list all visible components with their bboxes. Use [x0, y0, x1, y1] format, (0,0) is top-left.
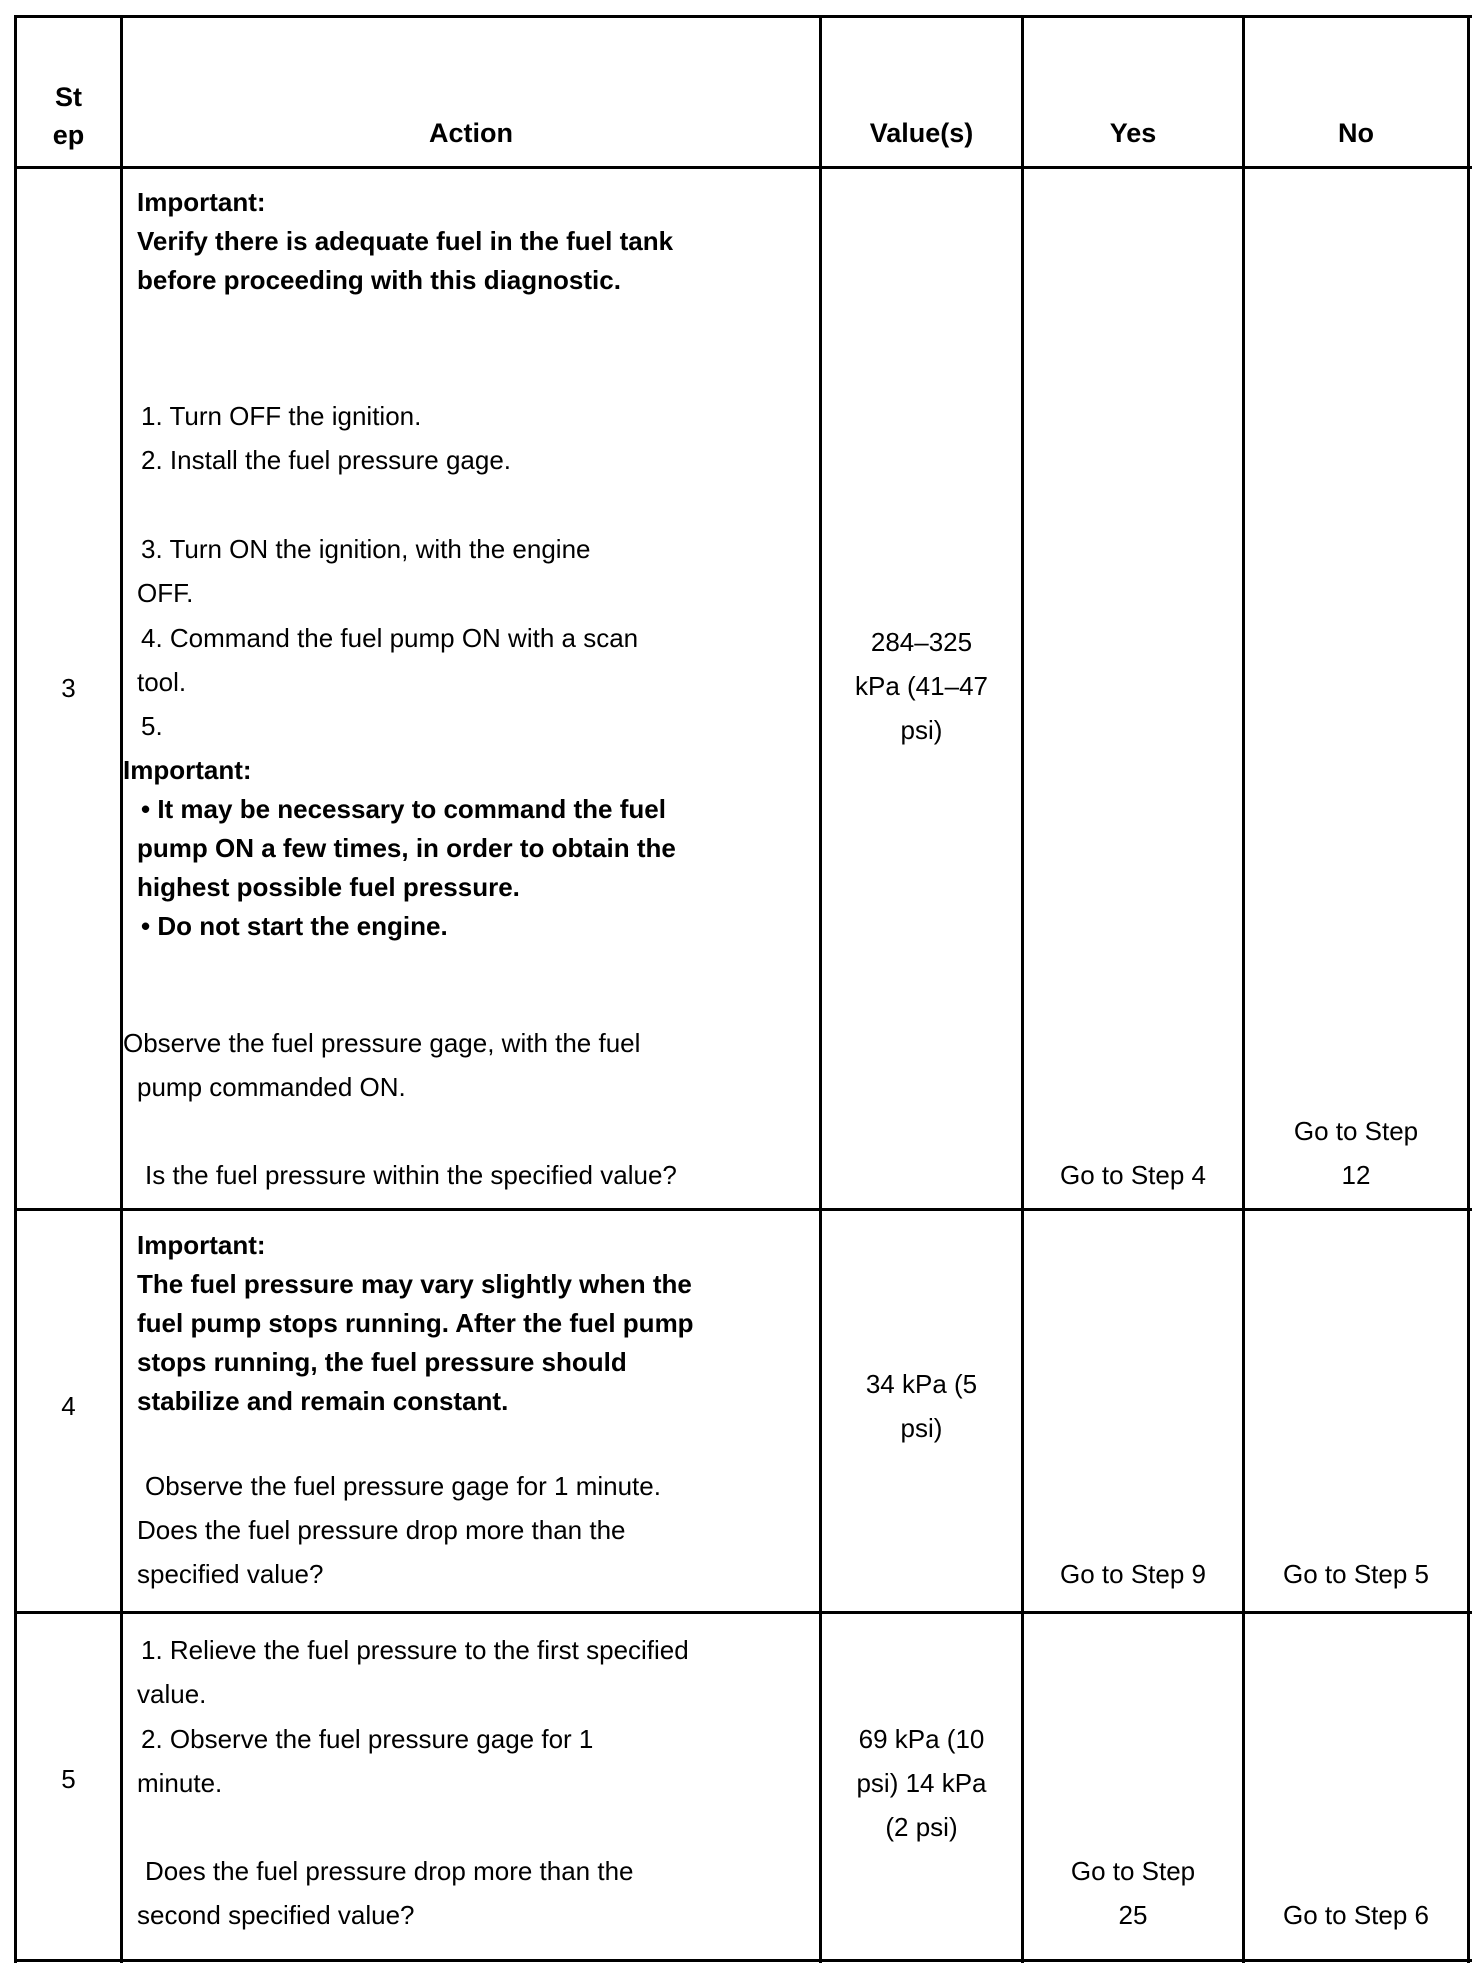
- value-line: psi): [900, 715, 943, 745]
- yes-link[interactable]: Go to Step 9: [1060, 1559, 1206, 1589]
- procedure-step: minute.: [137, 1768, 223, 1798]
- step-number: 3: [61, 673, 76, 703]
- observe-text: pump commanded ON.: [137, 1072, 406, 1102]
- step-number: 4: [61, 1391, 76, 1421]
- header-step-line: St: [55, 82, 82, 112]
- question-text: Is the fuel pressure within the specified value?: [145, 1160, 677, 1190]
- no-link-line: 12: [1341, 1160, 1371, 1190]
- important-text: stabilize and remain constant.: [137, 1386, 509, 1416]
- question-text: Does the fuel pressure drop more than the: [137, 1515, 626, 1545]
- no-link[interactable]: [1245, 1109, 1467, 1197]
- value-line: psi): [900, 1413, 943, 1443]
- observe-text: Observe the fuel pressure gage for 1 minute.: [145, 1471, 661, 1501]
- value-cell: [822, 1717, 1021, 1849]
- important-text: • It may be necessary to command the fuel: [141, 794, 666, 824]
- procedure-step: 2. Observe the fuel pressure gage for 1: [141, 1724, 594, 1754]
- important-text: The fuel pressure may vary slightly when the: [137, 1269, 692, 1299]
- yes-link[interactable]: Go to Step 4: [1060, 1160, 1206, 1190]
- value-line: 34 kPa (5: [865, 1369, 978, 1399]
- procedure-step: value.: [137, 1679, 207, 1709]
- value-cell: [822, 620, 1021, 752]
- observe-text: Observe the fuel pressure gage, with the fuel: [123, 1028, 641, 1058]
- header-action: Action: [429, 118, 513, 148]
- value-line: 69 kPa (10: [858, 1724, 985, 1754]
- no-link[interactable]: Go to Step 5: [1283, 1559, 1429, 1589]
- important-text: fuel pump stops running. After the fuel pump: [137, 1308, 694, 1338]
- important-title: Important:: [137, 187, 266, 217]
- procedure-step: tool.: [137, 667, 187, 697]
- no-link-line: Go to Step: [1293, 1116, 1419, 1146]
- yes-link[interactable]: [1024, 1849, 1242, 1937]
- column-divider: [1021, 18, 1024, 1963]
- important-title: Important:: [123, 755, 252, 785]
- header-step: [17, 78, 120, 154]
- row-divider: [17, 1208, 1472, 1211]
- row-divider: [17, 1611, 1472, 1614]
- procedure-step: 2. Install the fuel pressure gage.: [141, 445, 512, 475]
- procedure-step: OFF.: [137, 578, 194, 608]
- yes-link-line: Go to Step: [1070, 1856, 1196, 1886]
- value-line: psi) 14 kPa: [856, 1768, 987, 1798]
- procedure-step: 5.: [141, 711, 163, 741]
- value-line: 284–325: [870, 627, 973, 657]
- header-values: Value(s): [869, 118, 974, 148]
- value-cell: [822, 1362, 1021, 1450]
- value-line: (2 psi): [885, 1812, 958, 1842]
- column-divider: [1467, 18, 1470, 1963]
- column-divider: [120, 18, 123, 1963]
- important-text: highest possible fuel pressure.: [137, 872, 520, 902]
- important-text: before proceeding with this diagnostic.: [137, 265, 621, 295]
- yes-link-line: 25: [1118, 1900, 1148, 1930]
- important-text: • Do not start the engine.: [141, 911, 448, 941]
- no-link[interactable]: Go to Step 6: [1283, 1900, 1429, 1930]
- procedure-step: 3. Turn ON the ignition, with the engine: [141, 534, 591, 564]
- header-step-line: ep: [52, 120, 85, 150]
- value-line: kPa (41–47: [855, 671, 988, 701]
- header-yes: Yes: [1109, 118, 1157, 148]
- column-divider: [819, 18, 822, 1963]
- procedure-step: 4. Command the fuel pump ON with a scan: [141, 623, 639, 653]
- header-no: No: [1338, 118, 1374, 148]
- question-text: specified value?: [137, 1559, 324, 1589]
- procedure-step: 1. Turn OFF the ignition.: [141, 401, 422, 431]
- important-text: stops running, the fuel pressure should: [137, 1347, 627, 1377]
- important-title: Important:: [137, 1230, 266, 1260]
- procedure-step: 1. Relieve the fuel pressure to the first specified: [141, 1635, 689, 1665]
- important-text: Verify there is adequate fuel in the fuel tank: [137, 226, 674, 256]
- question-text: Does the fuel pressure drop more than the: [145, 1856, 634, 1886]
- row-divider: [17, 166, 1472, 169]
- step-number: 5: [61, 1764, 76, 1794]
- diagnostic-table: [14, 15, 1472, 1963]
- row-divider: [17, 1959, 1472, 1962]
- column-divider: [1242, 18, 1245, 1963]
- question-text: second specified value?: [137, 1900, 415, 1930]
- important-text: pump ON a few times, in order to obtain the: [137, 833, 676, 863]
